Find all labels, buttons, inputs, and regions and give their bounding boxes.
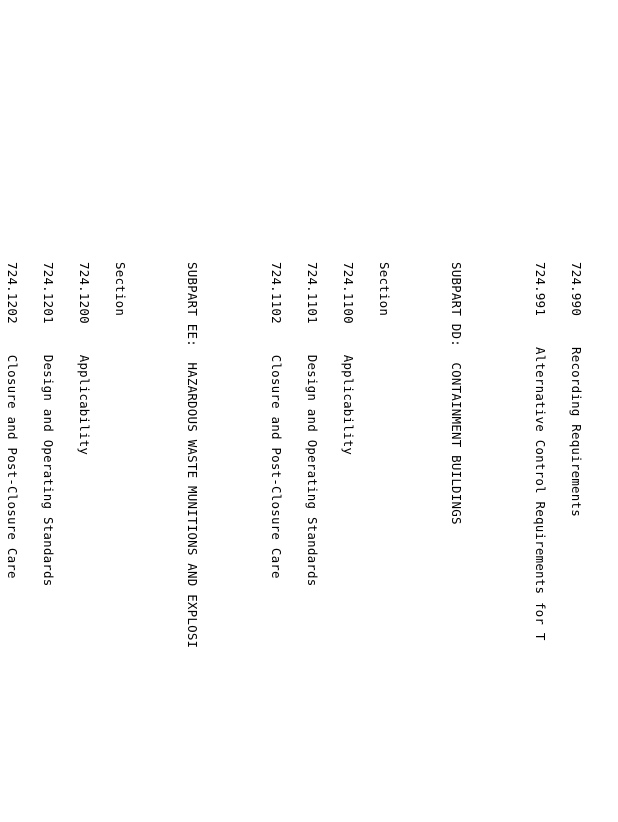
toc-entry: 724.990 Recording Requirements [569, 262, 584, 517]
toc-entry: 724.1102 Closure and Post-Closure Care [269, 262, 284, 579]
subpart-dd-heading: SUBPART DD: CONTAINMENT BUILDINGS [449, 262, 464, 525]
toc-entry: 724.1200 Applicability [77, 262, 92, 456]
subpart-ee-heading: SUBPART EE: HAZARDOUS WASTE MUNITIONS AND EXPLOSI [185, 262, 200, 649]
rotated-text-block [5, 262, 618, 822]
toc-entry: 724.1202 Closure and Post-Closure Care [5, 262, 20, 579]
toc-entry: 724.1101 Design and Operating Standards [305, 262, 320, 587]
section-label: Section [113, 262, 128, 317]
section-label: Section [377, 262, 392, 317]
toc-entry: 724.1201 Design and Operating Standards [41, 262, 56, 587]
toc-entry: 724.991 Alternative Control Requirements for T [533, 262, 548, 641]
toc-entry: 724.1100 Applicability [341, 262, 356, 456]
